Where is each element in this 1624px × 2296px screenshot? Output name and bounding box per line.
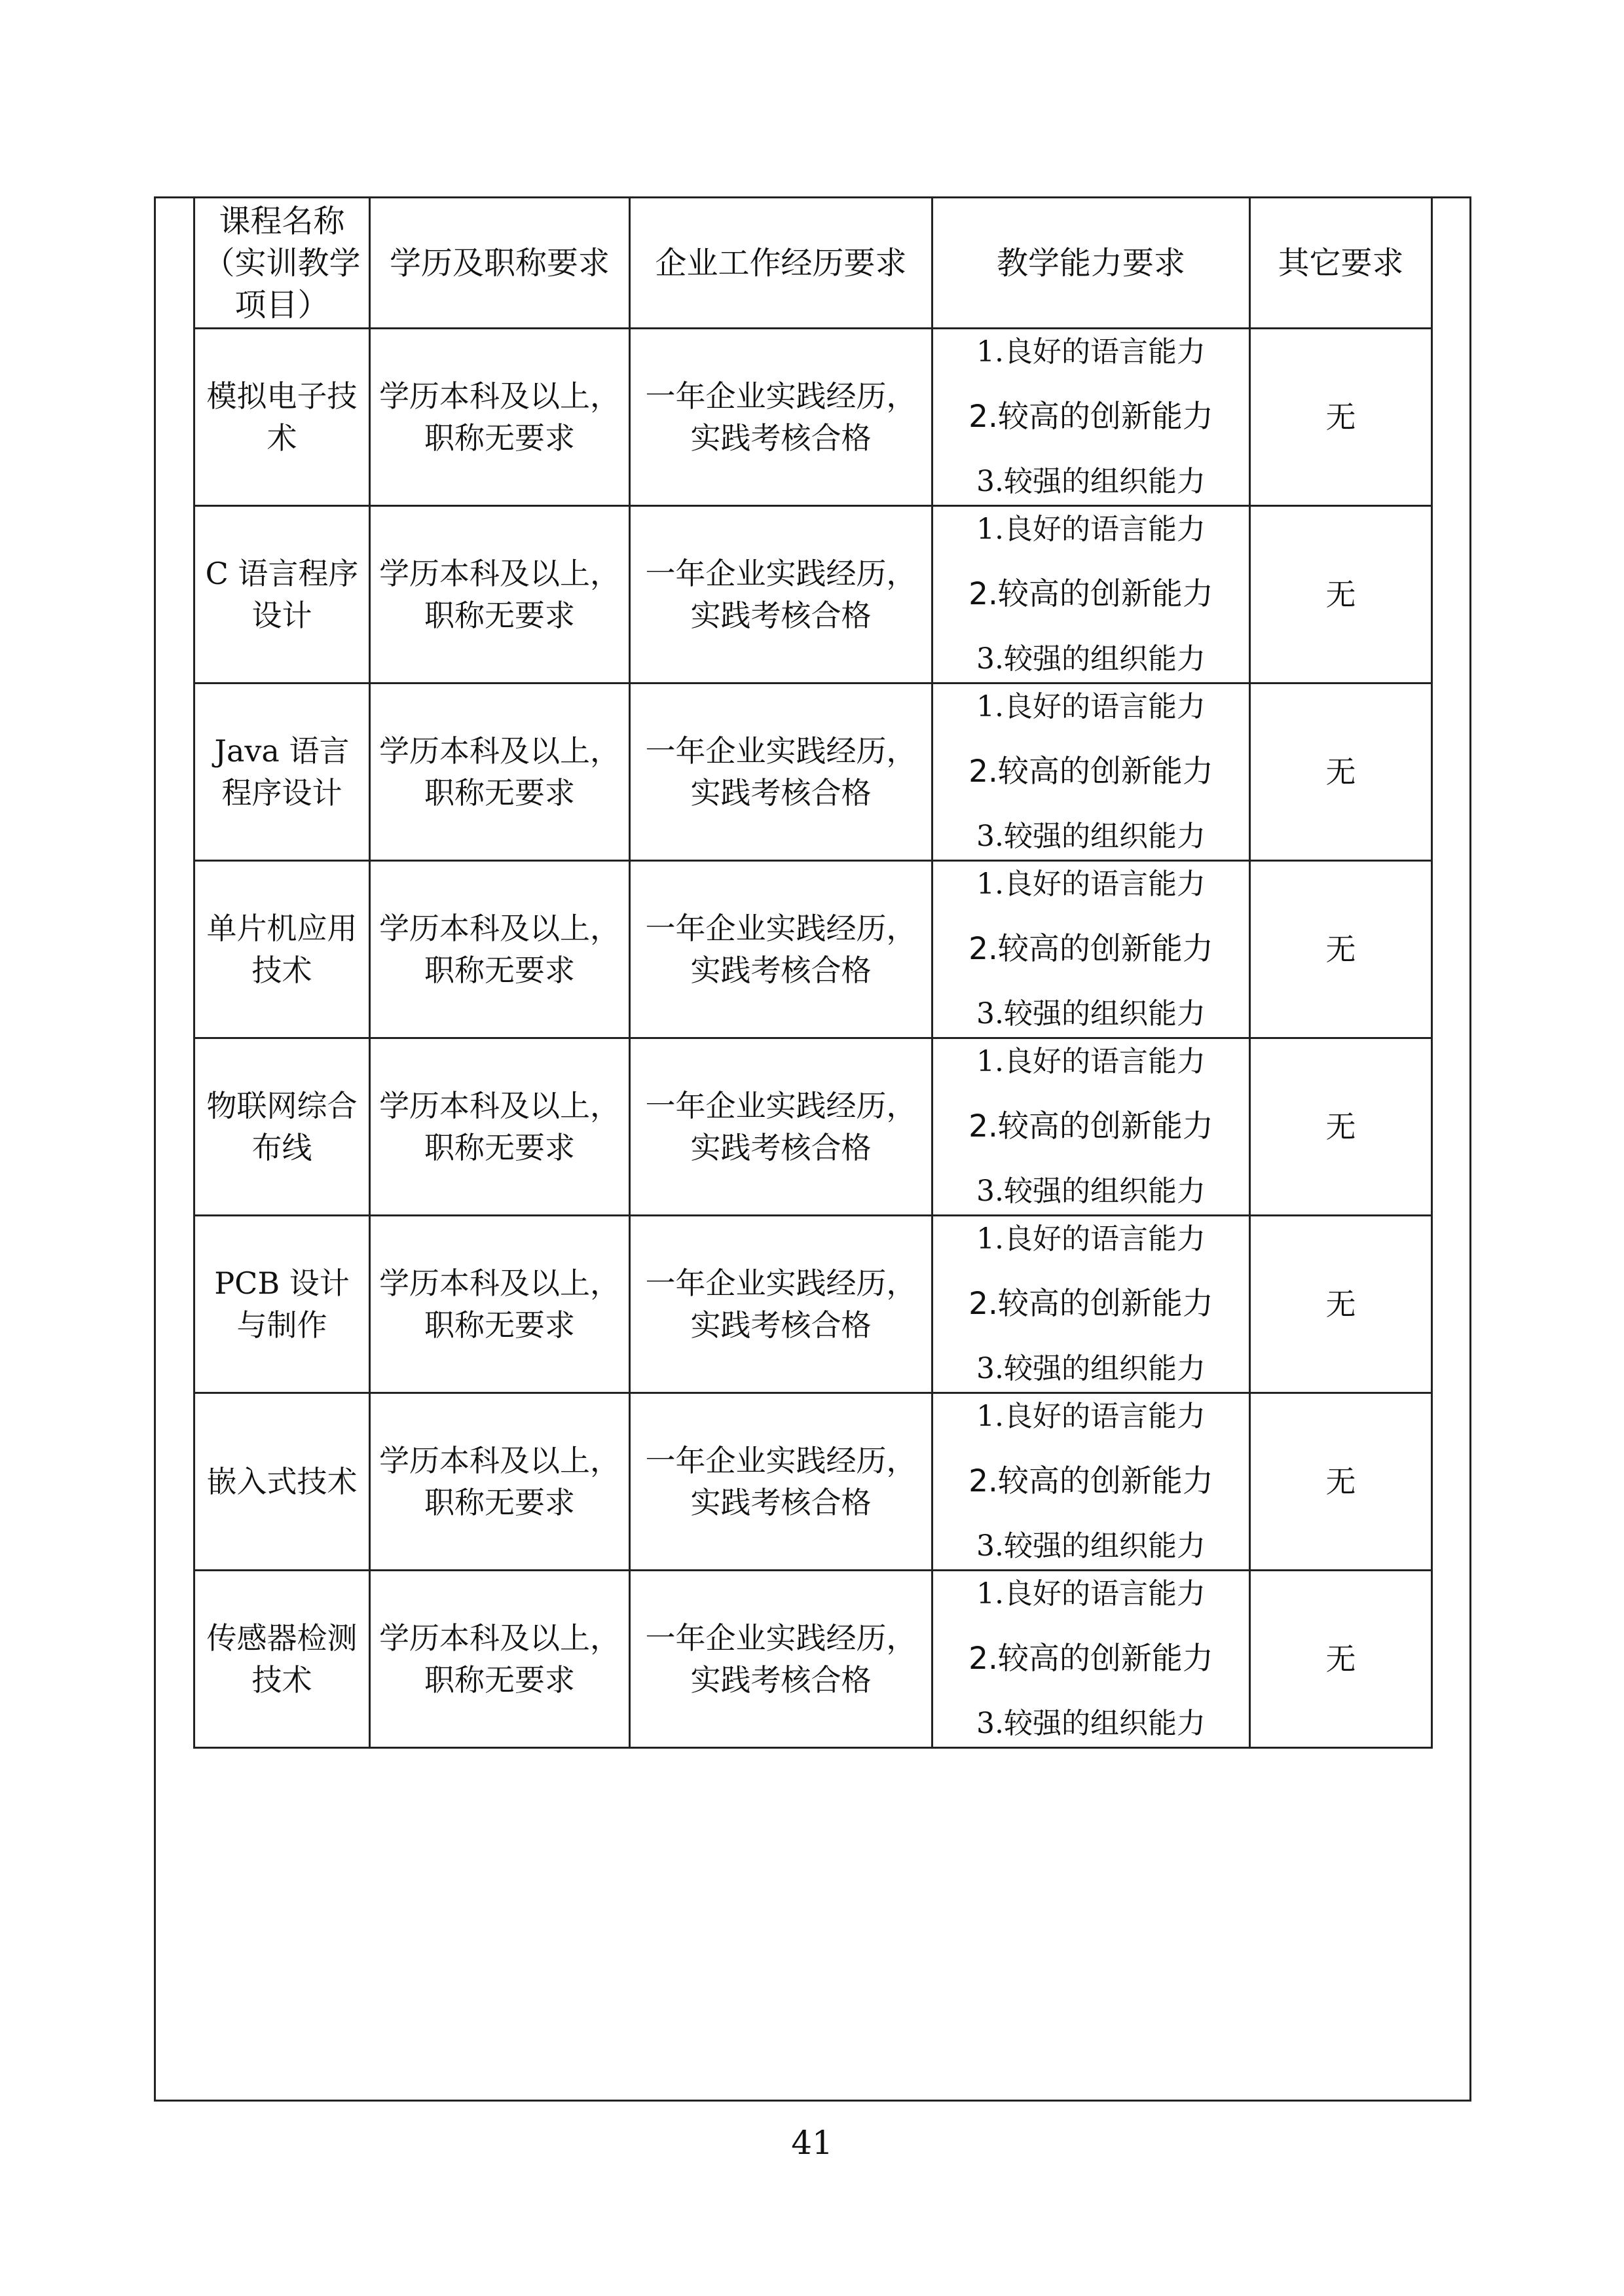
experience-requirement-cell: 一年企业实践经历，实践考核合格 [630,1216,932,1393]
page-number: 41 [791,2124,833,2162]
ability-item: 1.良好的语言能力 [976,1222,1206,1256]
table-row [194,1038,1432,1216]
table-row [194,861,1432,1038]
header-education: 学历及职称要求 [370,198,630,329]
experience-requirement-cell: 一年企业实践经历，实践考核合格 [630,506,932,683]
course-name-cell: C 语言程序设计 [194,506,370,683]
ability-item: 2.较高的创新能力 [969,754,1213,790]
table-header-row [194,198,1432,329]
teaching-ability-cell [932,329,1250,506]
table-row [194,1571,1432,1748]
experience-requirement-cell: 一年企业实践经历，实践考核合格 [630,683,932,861]
other-requirement-cell: 无 [1250,1038,1432,1216]
ability-item: 1.良好的语言能力 [976,335,1206,369]
other-requirement-cell: 无 [1250,861,1432,1038]
ability-item: 2.较高的创新能力 [969,1641,1213,1677]
education-requirement-cell: 学历本科及以上，职称无要求 [370,1216,630,1393]
ability-item: 1.良好的语言能力 [976,867,1206,901]
ability-item: 1.良好的语言能力 [976,1045,1206,1078]
teaching-ability-cell [932,683,1250,861]
ability-item: 3.较强的组织能力 [976,820,1206,853]
course-name-cell: Java 语言程序设计 [194,683,370,861]
ability-item: 2.较高的创新能力 [969,399,1213,435]
header-other: 其它要求 [1250,198,1432,329]
education-requirement-cell: 学历本科及以上，职称无要求 [370,1393,630,1571]
course-name-cell: 物联网综合布线 [194,1038,370,1216]
teaching-ability-cell [932,1393,1250,1571]
other-requirement-cell: 无 [1250,506,1432,683]
ability-item: 2.较高的创新能力 [969,931,1213,967]
ability-item: 2.较高的创新能力 [969,1108,1213,1144]
ability-item: 2.较高的创新能力 [969,1286,1213,1322]
experience-requirement-cell: 一年企业实践经历，实践考核合格 [630,1393,932,1571]
education-requirement-cell: 学历本科及以上，职称无要求 [370,683,630,861]
teaching-ability-cell [932,506,1250,683]
ability-item: 1.良好的语言能力 [976,690,1206,723]
education-requirement-cell: 学历本科及以上，职称无要求 [370,329,630,506]
course-name-cell: 传感器检测技术 [194,1571,370,1748]
ability-item: 3.较强的组织能力 [976,1175,1206,1208]
other-requirement-cell: 无 [1250,1216,1432,1393]
table-row [194,1393,1432,1571]
teaching-ability-cell [932,1038,1250,1216]
course-name-cell: 单片机应用技术 [194,861,370,1038]
education-requirement-cell: 学历本科及以上，职称无要求 [370,1571,630,1748]
education-requirement-cell: 学历本科及以上，职称无要求 [370,506,630,683]
ability-item: 3.较强的组织能力 [976,642,1206,676]
teaching-ability-cell [932,1216,1250,1393]
table-row [194,683,1432,861]
course-name-cell: 嵌入式技术 [194,1393,370,1571]
table-row [194,506,1432,683]
experience-requirement-cell: 一年企业实践经历，实践考核合格 [630,329,932,506]
ability-item: 3.较强的组织能力 [976,465,1206,498]
ability-item: 3.较强的组织能力 [976,1529,1206,1563]
ability-item: 3.较强的组织能力 [976,1707,1206,1740]
header-teaching-ability: 教学能力要求 [932,198,1250,329]
header-experience: 企业工作经历要求 [630,198,932,329]
requirements-table [193,196,1433,1749]
other-requirement-cell: 无 [1250,1571,1432,1748]
other-requirement-cell: 无 [1250,1393,1432,1571]
ability-item: 3.较强的组织能力 [976,1352,1206,1385]
ability-item: 1.良好的语言能力 [976,1577,1206,1611]
ability-item: 2.较高的创新能力 [969,576,1213,612]
table-row [194,329,1432,506]
experience-requirement-cell: 一年企业实践经历，实践考核合格 [630,1038,932,1216]
experience-requirement-cell: 一年企业实践经历，实践考核合格 [630,861,932,1038]
other-requirement-cell: 无 [1250,683,1432,861]
ability-item: 2.较高的创新能力 [969,1463,1213,1499]
education-requirement-cell: 学历本科及以上，职称无要求 [370,1038,630,1216]
ability-item: 1.良好的语言能力 [976,1400,1206,1433]
header-course: 课程名称（实训教学项目） [194,198,370,329]
table-row [194,1216,1432,1393]
other-requirement-cell: 无 [1250,329,1432,506]
course-name-cell: PCB 设计与制作 [194,1216,370,1393]
teaching-ability-cell [932,861,1250,1038]
experience-requirement-cell: 一年企业实践经历，实践考核合格 [630,1571,932,1748]
ability-item: 1.良好的语言能力 [976,513,1206,546]
course-name-cell: 模拟电子技术 [194,329,370,506]
education-requirement-cell: 学历本科及以上，职称无要求 [370,861,630,1038]
ability-item: 3.较强的组织能力 [976,997,1206,1030]
teaching-ability-cell [932,1571,1250,1748]
